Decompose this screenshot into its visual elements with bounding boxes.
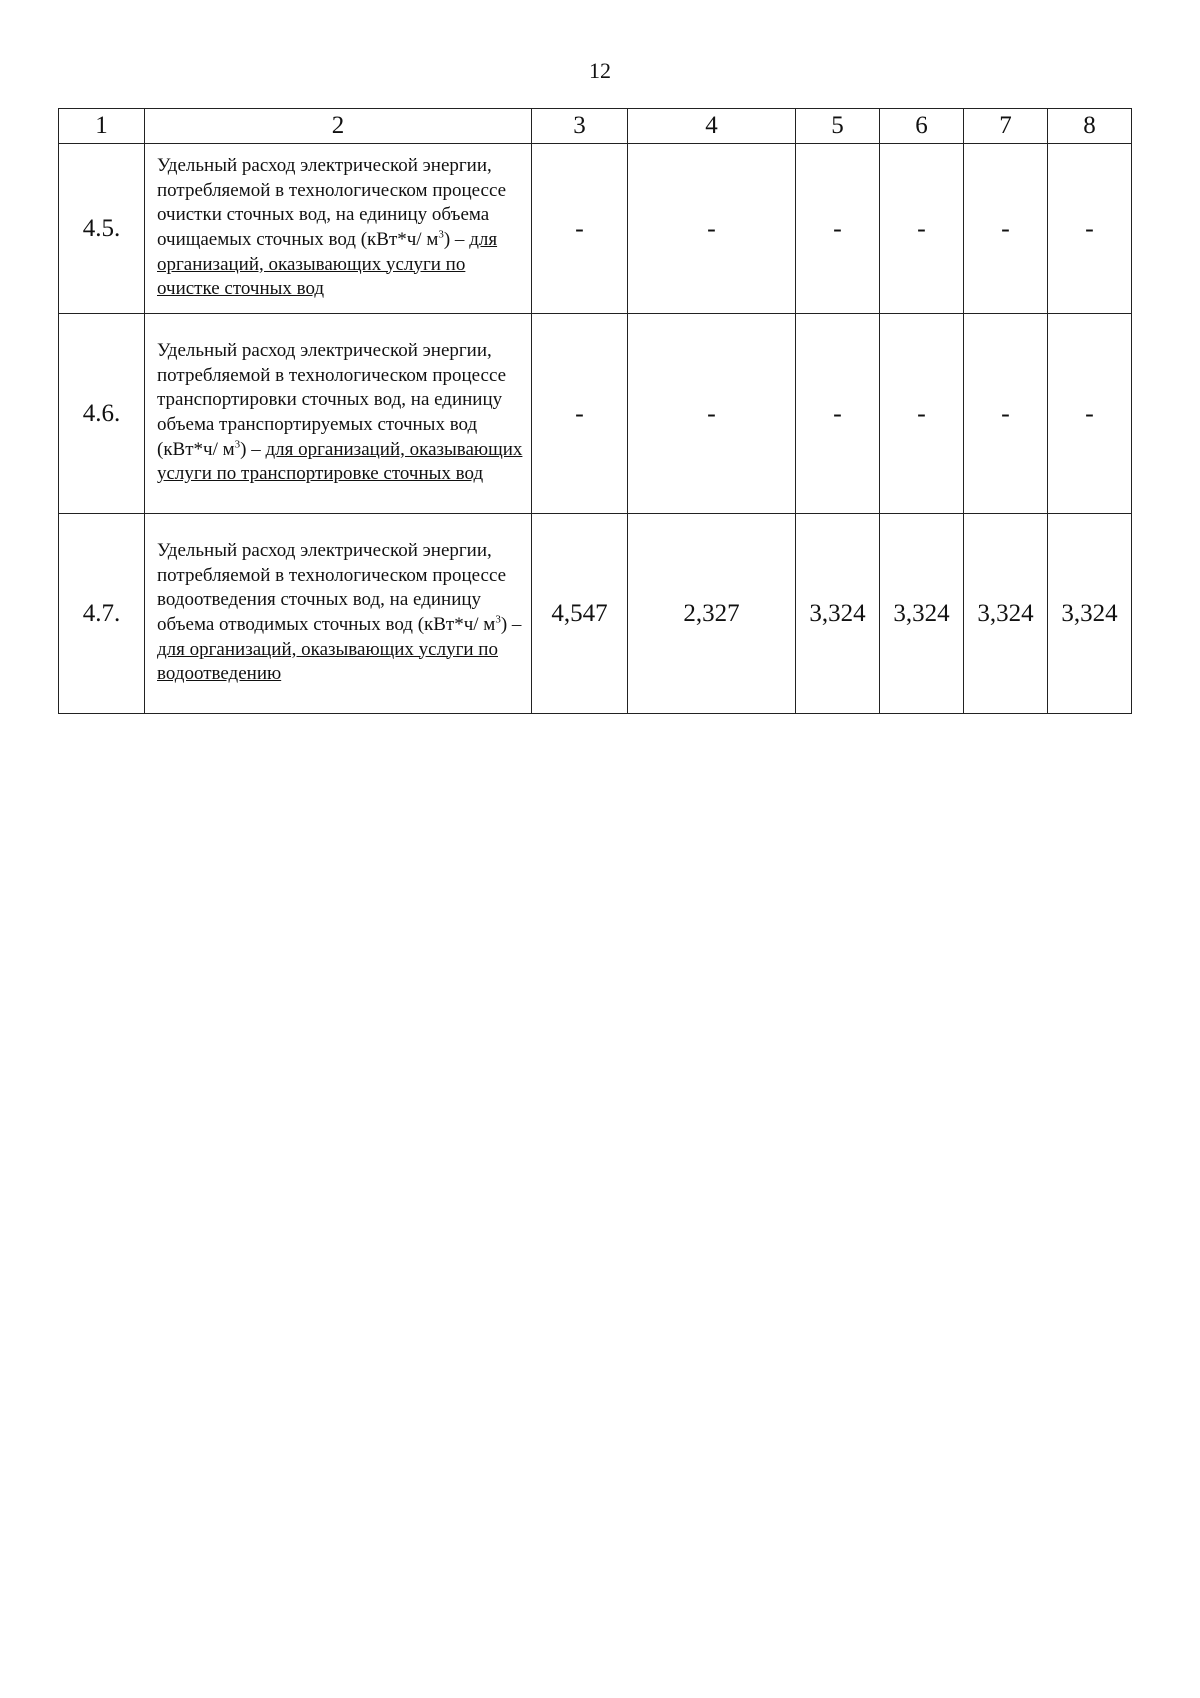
value-cell: 3,324 [880, 514, 964, 714]
description-underlined: для организаций, оказывающих услуги по транспортировке сточных вод [157, 438, 523, 485]
description-text: Удельный расход электрической энергии, потребляемой в технологическом процессе очистки сточных вод, на единицу объема очищаемых сточных вод (кВт*ч/ м [157, 155, 507, 250]
description-text-after: ) – [240, 438, 266, 460]
data-table [58, 108, 1132, 714]
value-cell: - [796, 144, 880, 314]
row-number: 4.6. [59, 314, 145, 514]
header-cell: 3 [532, 109, 628, 144]
description-text-after: ) – [443, 229, 470, 250]
description-text: Удельный расход электрической энергии, потребляемой в технологическом процессе водоотведения сточных вод, на единицу объема отводимых сточных вод (кВт*ч/ м [157, 540, 507, 635]
row-description [145, 314, 532, 514]
header-cell: 5 [796, 109, 880, 144]
superscript: 3 [495, 613, 501, 626]
superscript: 3 [234, 438, 241, 451]
header-cell: 7 [964, 109, 1048, 144]
value-cell: 2,327 [628, 514, 796, 714]
row-description [145, 514, 532, 714]
row-description [145, 144, 532, 314]
table-row [59, 314, 1132, 514]
header-row [59, 109, 1132, 144]
value-cell: - [628, 314, 796, 514]
value-cell: - [964, 144, 1048, 314]
header-cell: 6 [880, 109, 964, 144]
description-text-after: ) – [500, 614, 522, 635]
row-number: 4.7. [59, 514, 145, 714]
superscript: 3 [438, 228, 444, 241]
value-cell: 3,324 [796, 514, 880, 714]
header-cell: 1 [59, 109, 145, 144]
table-row [59, 144, 1132, 314]
value-cell: 3,324 [1048, 514, 1132, 714]
row-number: 4.5. [59, 144, 145, 314]
description-underlined: для организаций, оказывающих услуги по водоотведению [157, 638, 498, 685]
value-cell: 4,547 [532, 514, 628, 714]
header-cell: 2 [145, 109, 532, 144]
value-cell: 3,324 [964, 514, 1048, 714]
page-number: 12 [589, 58, 611, 83]
value-cell: - [796, 314, 880, 514]
value-cell: - [1048, 144, 1132, 314]
header-cell: 4 [628, 109, 796, 144]
value-cell: - [964, 314, 1048, 514]
table-row [59, 514, 1132, 714]
header-cell: 8 [1048, 109, 1132, 144]
value-cell: - [532, 314, 628, 514]
value-cell: - [880, 144, 964, 314]
description-text: Удельный расход электрической энергии, потребляемой в технологическом процессе транспортировки сточных вод, на единицу объема транспортируемых сточных вод (кВт*ч/ м [157, 340, 507, 460]
value-cell: - [880, 314, 964, 514]
value-cell: - [628, 144, 796, 314]
value-cell: - [1048, 314, 1132, 514]
value-cell: - [532, 144, 628, 314]
description-underlined: для организаций, оказывающих услуги по очистке сточных вод [157, 229, 498, 300]
